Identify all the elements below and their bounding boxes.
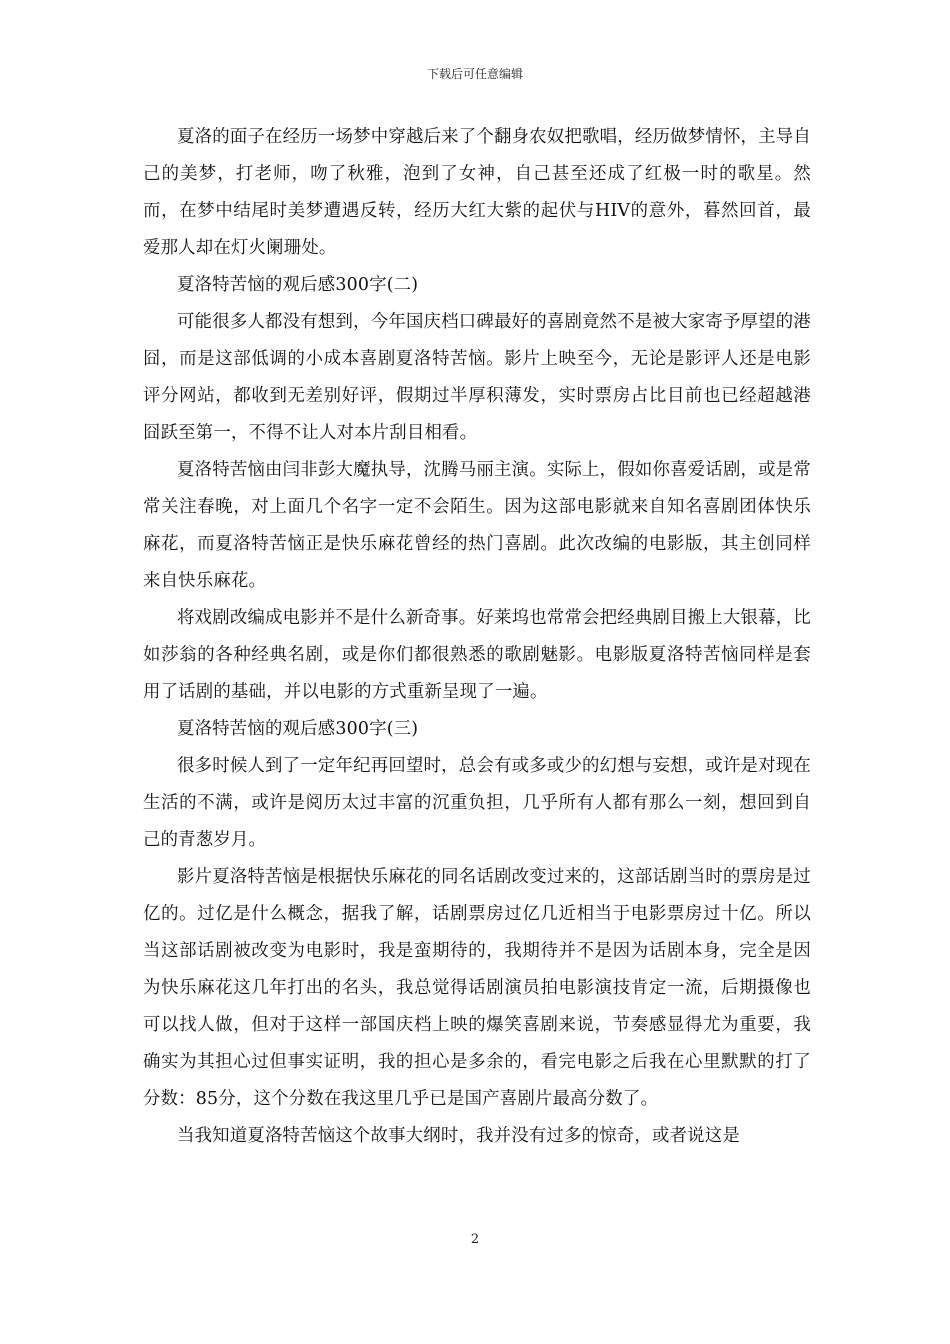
document-body [143, 119, 811, 1155]
paragraph: 将戏剧改编成电影并不是什么新奇事。好莱坞也常常会把经典剧目搬上大银幕，比如莎翁的各种经典名剧，或是你们都很熟悉的歌剧魅影。电影版夏洛特苦恼同样是套用了话剧的基础，并以电影的方式重新呈现了一遍。 [143, 608, 811, 702]
paragraph: 影片夏洛特苦恼是根据快乐麻花的同名话剧改变过来的，这部话剧当时的票房是过亿的。过亿是什么概念，据我了解，话剧票房过亿几近相当于电影票房过十亿。所以当这部话剧被改变为电影时，我是蛮期待的，我期待并不是因为话剧本身，完全是因为快乐麻花这几年打出的名头，我总觉得话剧演员拍电影演技肯定一流，后期摄像也可以找人做，但对于这样一部国庆档上映的爆笑喜剧来说，节奏感显得尤为重要，我确实为其担心过但事实证明，我的担心是多余的，看完电影之后我在心里默默的打了分数：85分，这个分数在我这里几乎已是国产喜剧片最高分数了。 [143, 867, 811, 1109]
page-header: 下载后可任意编辑 [426, 67, 523, 81]
paragraph: 很多时候人到了一定年纪再回望时，总会有或多或少的幻想与妄想，或许是对现在生活的不满，或许是阅历太过丰富的沉重负担，几乎所有人都有那么一刻，想回到自己的青葱岁月。 [143, 756, 811, 850]
section-heading: 夏洛特苦恼的观后感300字(三) [177, 719, 419, 739]
paragraph: 当我知道夏洛特苦恼这个故事大纲时，我并没有过多的惊奇，或者说这是 [177, 1126, 740, 1146]
paragraph: 夏洛的面子在经历一场梦中穿越后来了个翻身农奴把歌唱，经历做梦情怀，主导自己的美梦，打老师，吻了秋雅，泡到了女神，自己甚至还成了红极一时的歌星。然而，在梦中结尾时美梦遭遇反转，经历大红大紫的起伏与HIV的意外，暮然回首，最爱那人却在灯火阑珊处。 [143, 127, 811, 258]
paragraph: 夏洛特苦恼由闫非彭大魔执导，沈腾马丽主演。实际上，假如你喜爱话剧，或是常常关注春晚，对上面几个名字一定不会陌生。因为这部电影就来自知名喜剧团体快乐麻花，而夏洛特苦恼正是快乐麻花曾经的热门喜剧。此次改编的电影版，其主创同样来自快乐麻花。 [143, 460, 811, 591]
page-number: 2 [470, 1232, 480, 1247]
section-heading: 夏洛特苦恼的观后感300字(二) [177, 275, 419, 295]
paragraph: 可能很多人都没有想到，今年国庆档口碑最好的喜剧竟然不是被大家寄予厚望的港囧，而是这部低调的小成本喜剧夏洛特苦恼。影片上映至今，无论是影评人还是电影评分网站，都收到无差别好评，假期过半厚积薄发，实时票房占比目前也已经超越港囧跃至第一，不得不让人对本片刮目相看。 [143, 312, 811, 443]
